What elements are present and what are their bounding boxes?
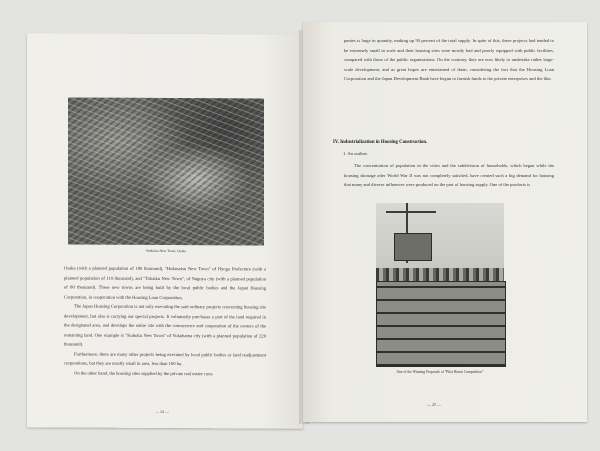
section-paragraph: The concentration of population in the cities and the subdivision of households, which began while the housing shortage after World War II was not completely satisfied, have created such a big demand for housing that many and diverse influences were produced on the part of housing supply. One of the products is [344,163,554,187]
left-paragraph-3: Furthermore, there are many other projects being executed by local public bodies or land readjustment corporations, but they are mostly small in area, less than 100 ha. [64,351,266,367]
left-page [27,33,303,428]
open-booklet [27,20,587,428]
right-page [303,22,587,422]
prefab-building-photo [376,203,504,365]
left-page-number: — 24 — [155,408,169,415]
crane-jib [386,211,436,213]
left-photo-caption: Senboku New Town, Osaka [145,248,186,254]
subsection-title: 1. An outline. [343,151,369,156]
aerial-town-photo [68,97,264,245]
right-page-number: — 25 — [427,402,441,407]
left-body [64,263,266,378]
left-paragraph-1: Osaka (with a planned population of 180 thousand), "Hokusetsu New Town" of Hyogo Prefecture (with a planned population of 110 thousand), and "Tokaiku New Town", of Nagoya city (with a planned population of 80 thousand). These new towns are being built by the local public bodies and the Japan Housing Corporation, in cooperation with the Housing Loan Corporation. [64,265,266,300]
right-photo-caption: One of the Winning Proposals of "Pilot House Competition" [396,370,484,374]
building-facade [376,281,506,367]
left-paragraph-2: The Japan Housing Corporation is not only executing the said ordinary projects concerning housing site development, but also is carrying out special projects. It voluntarily purchases a part of the land required in the designated area, and develops the entire site with the concurrence and cooperation of the owners of the remaining land. One example is "Kohoku New Town" of Yokohama city (with a planned population of 220 thousand). [64,303,266,347]
hoisted-module [394,233,432,261]
left-paragraph-4: On the other hand, the housing sites supplied by the private real estate com- [74,370,214,376]
right-top-paragraph: panies is large in quantity, making up 50 percent of the total supply. In spite of this, these projects had tended to be extremely small in scale and their housing sites were mostly bad and poorly equipped with public facilities, compared with those of the public organizations. On the contrary, they are now likely to undertake rather large-scale development, and as great hopes are entertained of them, considering the fact that the Housing Loan Corporation and the Japan Development Bank have begun to furnish funds to the private enterprises and the like. [344,38,554,81]
section-heading: IV. Industrialization in Housing Construction. [333,140,428,145]
